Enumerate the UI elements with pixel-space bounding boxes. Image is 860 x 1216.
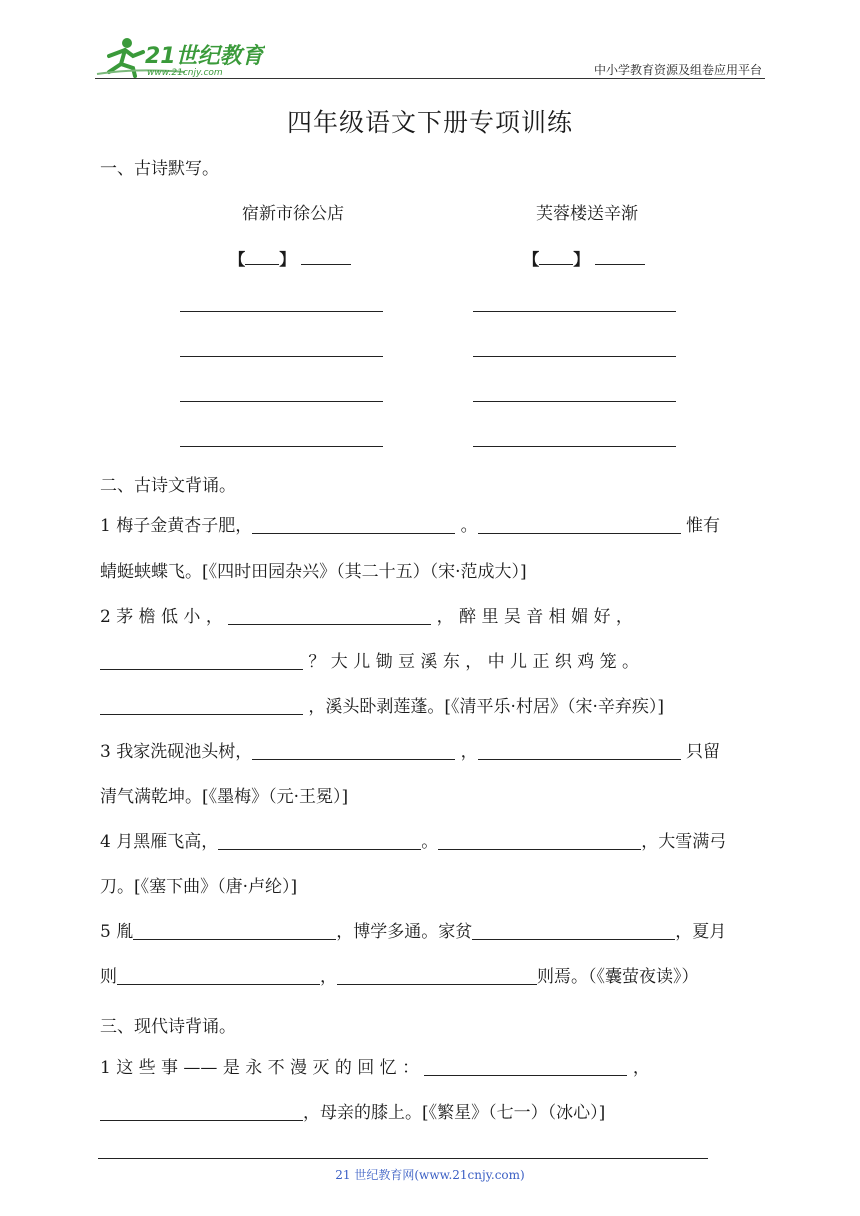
section-heading-1: 一、古诗默写。 <box>100 159 219 179</box>
page-title: 四年级语文下册专项训练 <box>286 108 573 137</box>
footer-text[interactable]: 21 世纪教育网(www.21cnjy.com) <box>335 1168 525 1182</box>
logo-text: 21世纪教育 <box>145 44 264 69</box>
question-3-line-1: 3 我家洗砚池头树， ， 只留 <box>100 742 721 762</box>
question-5-line-2: 则 ， 则焉。（《囊萤夜读》） <box>100 967 699 987</box>
question-2-line-1: 2 茅 檐 低 小 ， ， 醉 里 吴 音 相 媚 好 ， <box>100 607 633 627</box>
runner-logo-icon <box>95 34 265 80</box>
answer-blank[interactable] <box>252 517 455 534</box>
answer-blank[interactable] <box>438 833 641 850</box>
answer-blank[interactable] <box>117 968 320 985</box>
question-2-line-3: ，溪头卧剥莲蓬。[《清平乐·村居》（宋·辛弃疾）] <box>100 696 760 718</box>
site-logo <box>95 34 265 80</box>
section-heading-2: 二、古诗文背诵。 <box>100 476 236 496</box>
answer-blank[interactable] <box>478 743 681 760</box>
question-5-line-1: 5 胤 ，博学多通。家贫 ，夏月 <box>100 922 727 942</box>
answer-blank[interactable] <box>100 653 303 670</box>
dynasty-blank[interactable] <box>539 250 573 265</box>
question-1-line-2: 蜻蜓蛱蝶飞。[《四时田园杂兴》（其二十五）（宋·范成大）] <box>100 562 527 582</box>
poem-left-line-4[interactable] <box>180 446 383 447</box>
author-blank-left: 【 】 <box>180 247 400 270</box>
author-blank[interactable] <box>595 250 645 265</box>
question-4-line-2: 刀。[《塞下曲》（唐·卢纶）] <box>100 877 298 897</box>
poem-left-line-3[interactable] <box>180 401 383 402</box>
header-platform-text: 中小学教育资源及组卷应用平台 <box>593 63 762 77</box>
answer-blank[interactable] <box>228 608 431 625</box>
question-2-line-2: ？ 大 儿 锄 豆 溪 东 ， 中 儿 正 织 鸡 笼 。 <box>100 651 760 673</box>
answer-blank[interactable] <box>472 923 675 940</box>
answer-blank[interactable] <box>218 833 421 850</box>
question-3-line-2: 清气满乾坤。[《墨梅》（元·王冕）] <box>100 787 349 807</box>
svg-text:www.21cnjy.com: www.21cnjy.com <box>147 68 223 78</box>
poem-title-right: 芙蓉楼送辛渐 <box>536 204 638 224</box>
question-4-line-1: 4 月黑雁飞高， 。 ，大雪满弓 <box>100 832 727 852</box>
header-divider <box>95 78 765 79</box>
dynasty-blank[interactable] <box>245 250 279 265</box>
answer-blank[interactable] <box>100 1104 303 1121</box>
question-6-line-1: 1 这 些 事 —— 是 永 不 漫 灭 的 回 忆 ： ， <box>100 1058 650 1078</box>
footer-divider <box>98 1158 708 1159</box>
poem-left-line-1[interactable] <box>180 311 383 312</box>
question-1-line-1: 1 梅子金黄杏子肥， 。 惟有 <box>100 516 721 536</box>
section-heading-3: 三、现代诗背诵。 <box>100 1017 236 1037</box>
poem-left-line-2[interactable] <box>180 356 383 357</box>
answer-blank[interactable] <box>337 968 537 985</box>
answer-blank[interactable] <box>133 923 336 940</box>
poem-right-line-3[interactable] <box>473 401 676 402</box>
poem-right-line-1[interactable] <box>473 311 676 312</box>
answer-blank[interactable] <box>478 517 681 534</box>
author-blank[interactable] <box>301 250 351 265</box>
answer-blank[interactable] <box>424 1059 627 1076</box>
poem-right-line-2[interactable] <box>473 356 676 357</box>
answer-blank[interactable] <box>252 743 455 760</box>
answer-blank[interactable] <box>100 698 303 715</box>
poem-right-line-4[interactable] <box>473 446 676 447</box>
author-blank-right: 【 】 <box>474 247 694 270</box>
poem-title-left: 宿新市徐公店 <box>242 204 344 224</box>
question-6-line-2: ，母亲的膝上。[《繁星》（七一）（冰心）] <box>100 1102 760 1124</box>
